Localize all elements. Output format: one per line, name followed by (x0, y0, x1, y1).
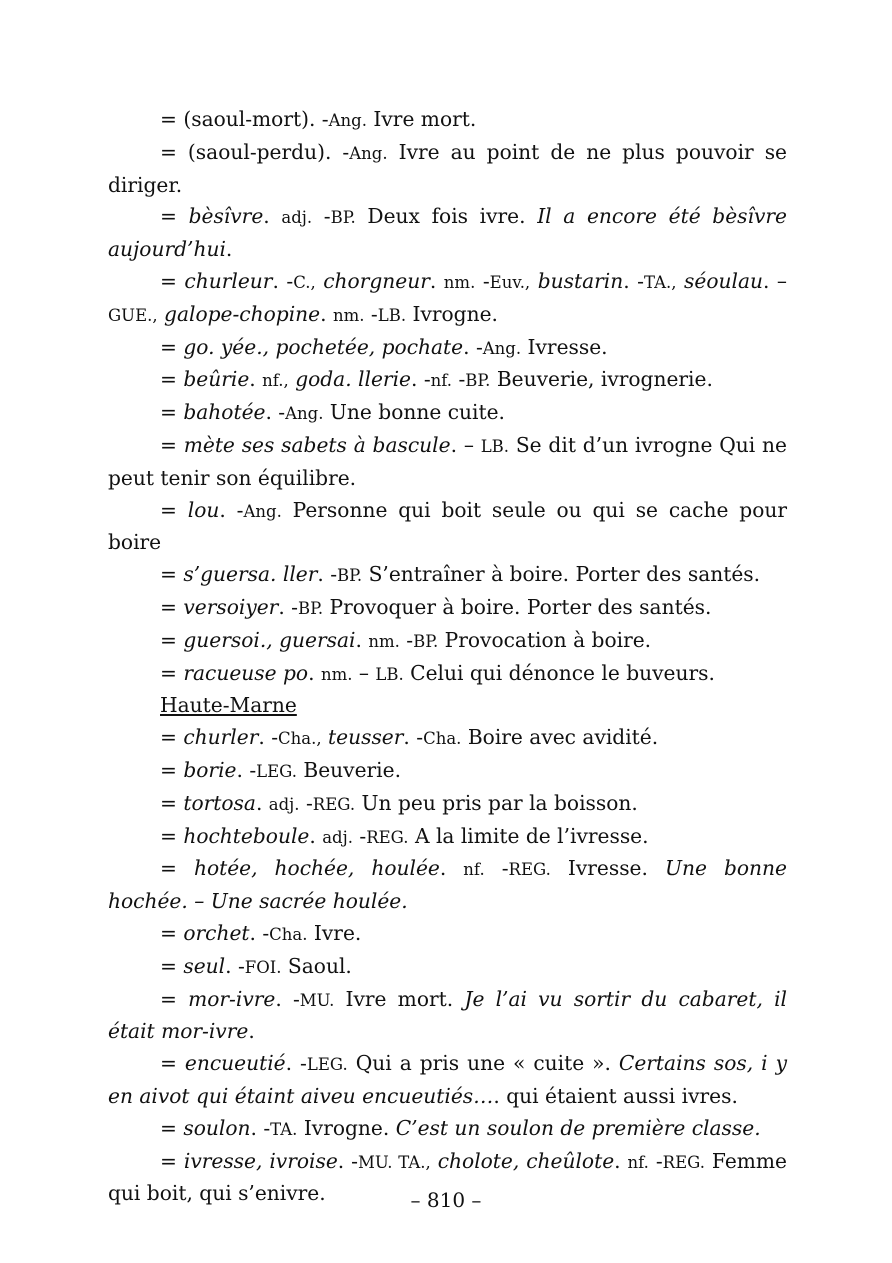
entry-italic-text: galope-chopine (164, 301, 321, 326)
dictionary-entry (108, 821, 787, 854)
entry-abbreviation: nf., (262, 371, 289, 391)
entry-italic-text: tortosa (183, 790, 256, 815)
entry-text: - (475, 268, 490, 293)
entry-text: = (160, 1115, 184, 1140)
entry-abbreviation: REG. (662, 1152, 705, 1172)
entry-italic-text: orchet (183, 920, 250, 945)
entry-text: . - (463, 334, 483, 359)
entry-text: = (160, 856, 194, 881)
entry-text: Qui a pris une « cuite ». (347, 1051, 619, 1076)
entry-italic-text: soulon (183, 1115, 251, 1140)
dictionary-entry (108, 397, 787, 430)
entry-text: = (160, 790, 184, 815)
dictionary-entry (108, 1048, 787, 1113)
entry-abbreviation: adj. (281, 208, 313, 228)
entry-text: = (160, 400, 184, 425)
entry-text: = (160, 367, 184, 392)
entry-text (431, 1149, 438, 1173)
dictionary-entry (108, 984, 787, 1049)
entry-abbreviation: Cha., (278, 729, 322, 749)
entry-text: . (263, 204, 282, 229)
dictionary-entry (108, 332, 787, 365)
entry-text: . - (258, 725, 279, 750)
entry-text: = (160, 725, 184, 750)
entry-text: = (160, 953, 184, 978)
entry-text: = (160, 627, 184, 652)
entry-text: . - (278, 594, 298, 619)
entry-italic-text: lou (187, 497, 220, 522)
entry-text: Ivre mort. (367, 107, 477, 131)
entry-text: = (160, 1051, 185, 1076)
entry-abbreviation: Euv., (489, 272, 531, 292)
entry-text: - (484, 856, 509, 881)
entry-italic-text: C’est un soulon de première classe. (395, 1115, 761, 1140)
entry-text: . - (272, 268, 294, 293)
entry-italic-text: s’guersa. ller (183, 562, 318, 587)
entry-text: - (399, 627, 414, 652)
entry-abbreviation: MU. (299, 990, 335, 1010)
entry-abbreviation: LB. (375, 664, 404, 684)
entry-abbreviation: nf. (463, 860, 485, 880)
entry-text: = (160, 757, 184, 782)
entry-abbreviation: adj. (268, 794, 300, 814)
entry-text: . - (249, 920, 270, 945)
dictionary-entry (108, 918, 787, 951)
entry-abbreviation: BP. (337, 566, 363, 586)
entry-text: = (160, 1148, 184, 1173)
entry-italic-text: chorgneur (323, 268, 430, 293)
entry-italic-text: goda. llerie (295, 367, 411, 392)
entry-text: Deux fois ivre. (355, 204, 538, 229)
entry-italic-text: go. yée., pochetée, pochate (183, 334, 464, 359)
page-body (108, 104, 787, 1210)
entry-abbreviation: MU. TA., (357, 1152, 431, 1172)
entry-text: . (308, 660, 321, 685)
section-heading-text: Haute-Marne (160, 693, 297, 718)
entry-abbreviation: Ang. (482, 338, 522, 358)
entry-text: = (160, 268, 185, 293)
entry-text: Beuverie, ivrognerie. (490, 367, 713, 392)
dictionary-entry (108, 853, 787, 918)
dictionary-entry (108, 430, 787, 495)
entry-abbreviation: REG. (312, 794, 356, 814)
dictionary-entry (108, 104, 787, 137)
entry-abbreviation: nm. (368, 631, 400, 651)
entry-text: = (160, 432, 184, 457)
entry-text: . – (763, 268, 788, 293)
entry-italic-text: racueuse po (183, 660, 309, 685)
entry-text: . - (337, 1148, 358, 1173)
entry-abbreviation: Cha. (423, 729, 462, 749)
entry-text: . - (265, 400, 286, 425)
entry-text: . (320, 301, 333, 326)
entry-text: Personne qui boit seule ou qui se cache pour boire (108, 497, 787, 555)
entry-italic-text: beûrie (183, 367, 250, 392)
entry-italic-text: séoulau (684, 268, 763, 293)
entry-text: - (352, 823, 367, 848)
entry-text: = (160, 562, 184, 587)
entry-text: = (160, 986, 189, 1011)
entry-text: A la limite de l’ivresse. (408, 823, 649, 848)
entry-text: Se dit d’un ivrogne Qui ne peut tenir son équilibre. (108, 432, 787, 490)
entry-italic-text: ivresse, ivroise (183, 1148, 338, 1173)
entry-text: Femme qui boit, qui s’enivre. (108, 1148, 788, 1206)
entry-text: . - (623, 268, 644, 293)
entry-text (677, 269, 685, 293)
entry-text: . - (250, 1115, 271, 1140)
entry-text: Ivre mort. (334, 986, 465, 1011)
entry-italic-text: teusser (328, 725, 404, 750)
entry-text: . (249, 367, 263, 392)
entry-abbreviation: TA. (270, 1119, 298, 1139)
entry-text: – (352, 660, 376, 685)
dictionary-entry (108, 137, 787, 202)
entry-text: . - (410, 367, 431, 392)
entry-italic-text: cholote, cheûlote (437, 1148, 615, 1173)
entry-italic-text: Une bonne hochée. – Une sacrée houlée. (108, 856, 787, 914)
entry-abbreviation: REG. (508, 860, 551, 880)
entry-abbreviation: C., (293, 272, 316, 292)
entry-italic-text: guersoi., guersai (183, 627, 356, 652)
entry-text: . (429, 268, 444, 293)
entry-abbreviation: nm. (332, 305, 365, 325)
entry-text: - (452, 367, 466, 392)
entry-text: - (299, 790, 313, 815)
entry-abbreviation: Ang. (328, 111, 367, 130)
entry-abbreviation: nf. (627, 1152, 649, 1172)
entry-text: . qui étaient aussi ivres. (493, 1083, 738, 1108)
entry-abbreviation: nm. (320, 664, 353, 684)
entry-abbreviation: BP. (297, 598, 324, 618)
section-heading (108, 690, 787, 722)
entry-abbreviation: Ang. (243, 501, 282, 521)
entry-text: = (160, 334, 184, 359)
dictionary-entry (108, 658, 787, 691)
entry-text: . - (219, 497, 244, 522)
dictionary-entry (108, 788, 787, 821)
entry-italic-text: Il a encore été bèsîvre aujourd’hui (108, 204, 787, 262)
entry-abbreviation: LB. (480, 436, 510, 456)
dictionary-entry (108, 755, 787, 788)
entry-italic-text: hotée, hochée, houlée (193, 856, 440, 881)
entry-abbreviation: LB. (377, 305, 407, 325)
entry-text: Ivresse. (521, 334, 608, 359)
entry-text: S’entraîner à boire. Porter des santés. (362, 562, 761, 587)
entry-abbreviation: nm. (443, 272, 476, 292)
entry-text: Une bonne cuite. (323, 400, 505, 425)
entry-text: . - (317, 562, 338, 587)
entry-italic-text: hochteboule (183, 823, 310, 848)
entry-text (530, 269, 538, 293)
entry-abbreviation: GUE., (108, 305, 158, 325)
dictionary-entry (108, 722, 787, 755)
entry-abbreviation: FOI. (244, 957, 282, 977)
entry-italic-text: bahotée (183, 400, 266, 425)
entry-abbreviation: Cha. (269, 924, 308, 944)
dictionary-entry (108, 364, 787, 397)
entry-text: Ivre. (307, 920, 362, 945)
entry-italic-text: borie (183, 757, 237, 782)
entry-text: = (160, 594, 184, 619)
entry-text: = (saoul-perdu). - (160, 139, 350, 164)
entry-text: . - (236, 757, 257, 782)
entry-text: - (648, 1148, 663, 1173)
dictionary-entry (108, 592, 787, 625)
entry-italic-text: mor-ivre (188, 986, 276, 1011)
entry-text: Ivresse. (550, 856, 665, 881)
dictionary-entry (108, 495, 787, 560)
entry-text: . (248, 1019, 255, 1044)
entry-text: Beuverie. (296, 757, 402, 782)
dictionary-entry (108, 951, 787, 984)
entry-text: Provoquer à boire. Porter des santés. (323, 594, 712, 619)
entry-text: . (355, 627, 369, 652)
entry-text: . (439, 856, 464, 881)
entry-text: Provocation à boire. (438, 627, 652, 652)
entry-abbreviation: Ang. (349, 143, 388, 163)
entry-text: Ivre au point de ne plus pouvoir se diriger. (108, 139, 787, 197)
entry-italic-text: churler (183, 725, 259, 750)
entry-text: - (364, 301, 378, 326)
entry-italic-text: bèsîvre (188, 204, 264, 229)
entry-italic-text: Certains sos, i y en aivot qui étaint aiveu encueutiés… (108, 1051, 787, 1108)
entry-italic-text: Je l’ai vu sortir du cabaret, il était mor-ivre (108, 986, 787, 1044)
entry-text: Boire avec avidité. (461, 725, 659, 750)
entry-abbreviation: BP. (465, 371, 491, 391)
dictionary-entry (108, 201, 787, 266)
dictionary-entry (108, 266, 787, 332)
entry-text: = (160, 497, 188, 522)
entry-abbreviation: adj. (322, 827, 353, 847)
entry-abbreviation: TA., (644, 272, 677, 292)
dictionary-entry (108, 625, 787, 658)
entry-text: = (160, 920, 184, 945)
entry-italic-text: churleur (184, 268, 273, 293)
entry-abbreviation: LEG. (256, 761, 297, 781)
entry-text: . (614, 1148, 628, 1173)
page-number: – 810 – (410, 1188, 482, 1212)
entry-text: . – (450, 432, 481, 457)
entry-abbreviation: REG. (366, 827, 409, 847)
entry-abbreviation: BP. (330, 208, 356, 228)
entry-abbreviation: nf. (430, 371, 453, 391)
entry-italic-text: mète ses sabets à bascule (183, 432, 451, 457)
entry-text: Ivrogne. (406, 301, 498, 326)
entry-text: - (312, 204, 331, 229)
entry-text: = (160, 660, 184, 685)
entry-italic-text: versoiyer (183, 594, 279, 619)
entry-text: Celui qui dénonce le buveurs. (403, 660, 715, 685)
entry-text: . - (275, 986, 300, 1011)
dictionary-entry (108, 559, 787, 592)
entry-text: . - (403, 725, 424, 750)
entry-text: = (160, 204, 189, 229)
entry-italic-text: bustarin (537, 268, 624, 293)
entry-abbreviation: Ang. (285, 404, 324, 424)
entry-text: . (309, 823, 323, 848)
entry-abbreviation: LEG. (306, 1055, 348, 1075)
dictionary-entry (108, 1113, 787, 1146)
entry-text: Saoul. (281, 953, 352, 978)
entry-text: = (160, 823, 184, 848)
entry-abbreviation: BP. (413, 631, 439, 651)
entry-text: . (255, 790, 269, 815)
entry-text: Un peu pris par la boisson. (355, 790, 638, 815)
entry-text: = (saoul-mort). - (160, 107, 329, 131)
entry-italic-text: encueutié (184, 1051, 286, 1076)
entry-text: . - (225, 953, 245, 978)
entry-text: Ivrogne. (297, 1115, 396, 1140)
entry-text: . (225, 237, 233, 262)
entry-text: . - (285, 1051, 307, 1076)
entry-italic-text: seul (183, 953, 226, 978)
